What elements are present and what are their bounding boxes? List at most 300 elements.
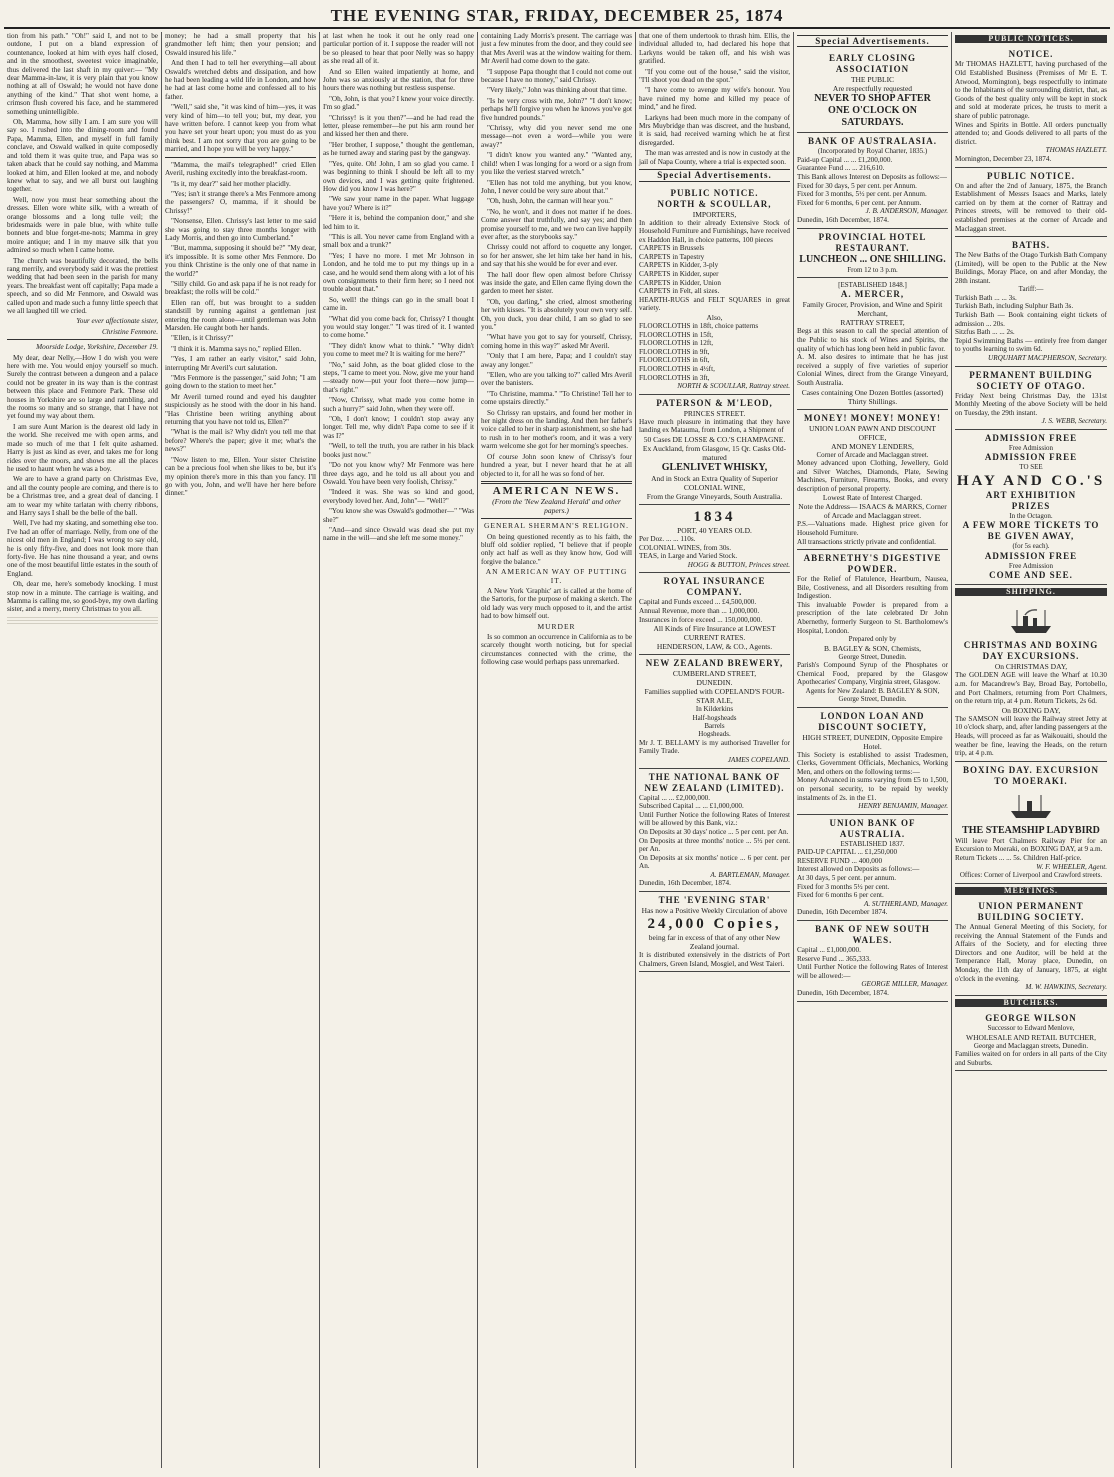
paragraph: "To Christine, mamma." "To Christine! Tell her to come upstairs directly." <box>481 389 632 407</box>
ad-also: Also, <box>706 313 723 323</box>
paragraph: We are to have a grand party on Christmas Eve, and all the county people are coming, and there is to be a Christmas tree, and a great deal of dancing. I am to wear my white tarlatan with cherry ribbons, and Harry says I shall be the belle of the ball. <box>7 475 158 517</box>
paragraph: "What have you got to say for yourself, Chrissy, coming home in this way?" asked Mr Averil. <box>481 333 632 350</box>
ad-signature: J. S. WEBB, Secretary. <box>1041 417 1107 426</box>
divider <box>481 518 632 519</box>
signature-line: Your ever affectionate sister, <box>76 317 158 326</box>
ad-agent: HENDERSON, LAW, & CO., Agents. <box>656 642 773 652</box>
paragraph: "Do not you know why? Mr Fenmore was here three days ago, and he told us all about you and Oswald. You have been very foolish, Chrissy." <box>323 461 474 486</box>
ad-line: Reserve Fund ... 365,333. <box>797 954 871 963</box>
ad-item: FLOORCLOTHS in 18ft, choice patterns <box>639 322 759 331</box>
section-source: (From the 'New Zealand Herald' and other papers.) <box>492 497 621 515</box>
section-header: Special Advertisements. <box>639 169 790 181</box>
paragraph: "Silly child. Go and ask papa if he is not ready for breakfast; the rolls will be cold." <box>165 279 316 297</box>
ad-line: Capital ... £1,000,000. <box>797 945 861 954</box>
ad-line: TO SEE <box>1019 463 1043 472</box>
paragraph: tion from his path." "Oh!" said I, and not to be outdone, I put on a bland expression of countenance, looked at him with eyes half closed, and in the smoothest, sweetest voice imaginable, thus delivered the last shaft in my quiver:— "My dear Mamma-in-law, it is very plain that you know nothing at all of Oswald; he would not have done anything of the kind." That shot went home, a crimson flush covered his face, and he stammered something unintelligible. <box>7 32 158 116</box>
ad-text: Lowest Rate of Interest Charged. <box>822 493 923 503</box>
ad-title: ROYAL INSURANCE COMPANY. <box>663 576 766 598</box>
ad-text: This Society is established to assist Tradesmen, Clerks, Government Officials, Mechanics, Working Men, and others on the following terms:— <box>797 750 948 776</box>
ad-line: Turkish Bath ... ... 3s. <box>955 293 1017 302</box>
ad-est: [ESTABLISHED 1848.] <box>838 280 907 289</box>
ad-line: In the Octagon. <box>1009 511 1053 520</box>
ad-rate: Fixed for 3 months, 5½ per cent. per Annum. <box>797 190 927 199</box>
ad-rate: On Deposits at three months' notice ... 5½ per cent. per An. <box>639 836 790 854</box>
paragraph: "This is all. You never came from England with a small box and a trunk?" <box>323 232 474 250</box>
paragraph: "Very likely," John was thinking about that time. <box>487 86 627 95</box>
paragraph: Larkyns had been much more in the company of Mrs Muybridge than was discreet, and the husband, it is said, had received warning which he at first disregarded. <box>639 113 790 147</box>
paragraph: Mr Averil turned round and eyed his daughter suspiciously as he stood with the door in his hand. "Has Christine been writing anything about returning that you have not told us, Ellen?" <box>165 392 316 427</box>
ad-line: COME AND SEE. <box>989 570 1073 581</box>
paragraph: "Chrissy, why did you never send me one message—not even a word—while you were away?" <box>481 124 632 149</box>
ad-text: Will leave Port Chalmers Railway Pier for an Excursion to Moeraki, on BOXING DAY, at 9 a.m. <box>955 836 1107 854</box>
ad-sub: Successor to Edward Menlove, <box>987 1024 1075 1033</box>
paragraph: "Only that I am here, Papa; and I couldn't stay away any longer." <box>481 352 632 369</box>
paragraph: "No, he won't, and it does not matter if he does. Come answer that truthfully, and say yes; and then promise yourself to me, and we two can live happily ever after, as the storybooks say." <box>481 207 632 241</box>
ad-line: Free Admission <box>1008 561 1054 570</box>
paragraph: Oh, Mamma, how silly I am. I am sure you will say so. I rushed into the dining-room and found Papa, Mamma, Ellen, and myself in full family conclave, and Oswald walked in quite composedly and told them it was quite true, and Papa was so taken aback that he could say nothing, and Mamma looked at him, and Ellen looked at me, and nobody knew what to say, and we all burst out laughing together. <box>7 118 158 194</box>
ad-item: FLOORCLOTHS in 12ft, <box>639 339 714 348</box>
ad-title: NOTICE. <box>1008 49 1054 60</box>
paragraph: Oh, dear me, here's somebody knocking. I must stop now in a minute. The carriage is waiting, and Mamma is calling me, so good-bye, my own darling sister, and a merry, merry Christmas to you all. <box>7 580 158 614</box>
ad-text: Money advanced upon Clothing, Jewellery, Gold and Silver Watches, Diamonds, Plate, Sewing Machines, Furniture, Firearms, Books, and every description of personal property. <box>797 458 948 493</box>
ad-title: MONEY! MONEY! MONEY! <box>804 412 941 423</box>
ad-tariff: Tariff:— <box>1018 285 1044 294</box>
ad-rate: Fixed for 30 days, 5 per cent. per Annum. <box>797 181 917 190</box>
paragraph: "Well, to tell the truth, you are rather in his black books just now." <box>323 442 474 459</box>
masthead: THE EVENING STAR, FRIDAY, DECEMBER 25, 1874 <box>4 4 1110 29</box>
paragraph: "Here it is, behind the companion door," and she led him to it. <box>323 214 474 231</box>
ad-address: CUMBERLAND STREET, <box>672 669 757 679</box>
paragraph: I am sure Aunt Marion is the dearest old lady in the world. She received me with open arms, and made so much of me that I felt quite ashamed. Harry is just as kind as ever, and takes me for long rides over the moors, and shows me all the places he used to haunt when he was a boy. <box>7 422 158 473</box>
paragraph: "Is it, my dear?" said her mother placidly. <box>171 179 291 188</box>
ad-rate: On Deposits at 30 days' notice ... 5 per cent. per An. <box>639 827 789 836</box>
ad-emphasis: NEVER TO SHOP AFTER <box>814 93 931 105</box>
ad-item: FLOORCLOTHS in 6ft, <box>639 356 710 365</box>
paragraph: The man was arrested and is now in custody at the jail of Napa County, where a trial is expected soon. <box>639 149 790 166</box>
ad-address: George Street, Dunedin. <box>838 652 907 661</box>
ad-title: BANK OF AUSTRALASIA. <box>808 136 937 147</box>
ad-national-bank <box>639 769 790 893</box>
ad-signature: NORTH & SCOULLAR, Rattray street. <box>677 382 790 391</box>
divider <box>7 339 158 340</box>
paragraph: Ellen ran off, but was brought to a sudden standstill by running against a gentleman just entering the room alone—until gentleman was John Marsden. He caught both her hands. <box>165 298 316 332</box>
ad-london-loan <box>797 708 948 815</box>
ad-item: CARPETS in Tapestry <box>639 252 705 261</box>
ad-line: Guarantee Fund ... ... 216,610. <box>797 164 885 173</box>
paragraph: "Yes; isn't it strange there's a Mrs Fenmore among the passengers? O, mamma, if it should be Chrissy!" <box>165 189 316 215</box>
ad-george-wilson <box>955 1010 1107 1071</box>
ad-item: FLOORCLOTHS in 9ft, <box>639 347 710 356</box>
paragraph: containing Lady Morris's present. The carriage was just a few minutes from the door, and they could see that Mrs Averil was at the window waiting for them. Mr Averil had come down to the gate. <box>481 32 632 66</box>
ad-firm: NORTH & SCOULLAR, <box>657 198 772 209</box>
ad-sub: From 12 to 3 p.m. <box>847 265 898 274</box>
paragraph: So Chrissy ran upstairs, and found her mother in her night dress on the landing. And then her father's voice called to her in sharp astonishment, so she had to rush in to her mother's room, and it was a very warm welcome she got for her morning's speeches. <box>481 408 632 451</box>
ad-role: IMPORTERS, <box>692 209 737 219</box>
paragraph: "Ellen has not told me anything, but you know, John, I never could be very sure about that." <box>481 178 632 195</box>
paragraph: "They didn't know what to think." "Why didn't you come to meet me? It is waiting for me here?" <box>323 341 474 359</box>
column-3 <box>320 32 478 1468</box>
divider <box>165 157 316 158</box>
ad-address: PRINCES STREET. <box>683 408 746 418</box>
ad-text: Mr J. T. BELLAMY is my authorised Traveller for Family Trade. <box>639 738 790 756</box>
ad-text: Has now a Positive Weekly Circulation of above <box>641 906 788 916</box>
ad-date: Dunedin, 16th December, 1874. <box>797 988 889 997</box>
ad-signature: GEORGE MILLER, Manager. <box>861 980 948 989</box>
ad-prep: Prepared only by <box>848 635 897 644</box>
paragraph: "Yes, quite. Oh! John, I am so glad you came. I was beginning to think I should be left all to my own devices, and I was getting quite frightened. How did you know I was here?" <box>323 159 474 193</box>
ad-text: For the Relief of Flatulence, Heartburn, Nausea, Bile, Costiveness, and all Disorders resulting from Indigestion. <box>797 575 948 601</box>
ad-signature: M. W. HAWKINS, Secretary. <box>1025 983 1107 992</box>
paragraph: that one of them undertook to thrash him. Ellis, the individual alluded to, had declared his hope that Larkyns would be taken off, and his wish was gratified. <box>639 32 790 66</box>
ad-line: Turkish Bath — Book containing eight tickets of admission ... 20s. <box>955 311 1107 328</box>
paragraph: And so Ellen waited impatiently at home, and John was so anxiously at the station, that for three hours there was nothing but restless suspense. <box>323 67 474 93</box>
ad-sub: THE PUBLIC <box>850 75 895 85</box>
ad-port-wine <box>639 505 790 573</box>
ad-union-loan <box>797 410 948 551</box>
ad-title: GEORGE WILSON <box>985 1013 1077 1024</box>
paragraph: The church was beautifully decorated, the bells rang merrily, and everybody said it was the prettiest wedding that had been seen in the parish for many years. The breakfast went off capitally; Papa made a speech, and so did Mr Fenmore, and Oswald was called upon and made such a funny little speech that we all laughed till we cried. <box>7 256 158 315</box>
dateline: Moorside Lodge, Yorkshire, December 19. <box>36 343 158 352</box>
paragraph: Well, now you must hear something about the dresses. Ellen wore white silk, with a wreath of orange blossoms and a long tulle veil; the bridesmaids were in pale blue, with white tulle bonnets and blue forget-me-nots; Mamma in grey moire antique; and I in my mauve silk that you admired so much when I came home. <box>7 195 158 255</box>
section-header: BUTCHERS. <box>955 999 1107 1007</box>
ad-headline: HAY AND CO.'S <box>956 472 1106 489</box>
ad-provincial-hotel <box>797 229 948 278</box>
ad-title: EARLY CLOSING ASSOCIATION <box>828 53 917 75</box>
ad-early-closing <box>797 50 948 133</box>
ad-item: 50 Cases DE LOSSE & CO.'S CHAMPAGNE. <box>643 434 786 444</box>
ad-line: ART EXHIBITION <box>985 489 1077 500</box>
ad-address: RATTRAY STREET, <box>840 318 905 328</box>
ad-est: ESTABLISHED 1837. <box>840 839 905 848</box>
ad-item: CARPETS in Felt, all sizes. <box>639 287 720 296</box>
ad-evening-star <box>639 892 790 972</box>
ad-signature: W. F. WHEELER, Agent. <box>1036 862 1107 871</box>
ad-text: On and after the 2nd of January, 1875, the Branch Establishment of Messrs Isaacs and Marks, lately carried on by them at the corner of Rattray and Princes streets, will be removed to their old-established premises at the corner of Arcade and Maclaggan street. <box>955 181 1107 233</box>
paragraph: "Now listen to me, Ellen. Your sister Christine can be a precious fool when she likes to be, but it's my opinion there's more in this than you fancy. I'll go with you, John, and we'll have her here before dinner." <box>165 455 316 498</box>
paragraph: "I have come to avenge my wife's honour. You have ruined my home and killed my peace of mind," and he fired. <box>639 86 790 112</box>
ad-line: Paid-up Capital ... ... £1,200,000. <box>797 155 893 164</box>
ad-item: From the Grange Vineyards, South Australia. <box>646 491 783 501</box>
column-7 <box>952 32 1110 1468</box>
ad-christmas-excursions <box>955 599 1107 761</box>
ad-text: The GOLDEN AGE will leave the Wharf at 10.30 a.m. for Macandrew's Bay, Broad Bay, Portobello, and Port Chalmers, returning from Port Chalmers, on the return trip, at 4 p.m. Return Tickets, 2s 6d. <box>955 671 1107 706</box>
ad-paterson-mleod <box>639 395 790 505</box>
columns <box>4 32 1110 1468</box>
paragraph: "Now, Chrissy, what made you come home in such a hurry?" said John, when they were off. <box>323 396 474 413</box>
paragraph: "Ellen, is it Chrissy?" <box>171 334 234 343</box>
column-4 <box>478 32 636 1468</box>
ad-port: PORT, 40 YEARS OLD. <box>677 525 752 535</box>
ad-trade: Family Grocer, Provision, and Wine and Spirit Merchant, <box>802 300 943 319</box>
ad-text: Interest allowed on Deposits as follows:— <box>797 865 920 874</box>
paragraph: "Well," said she, "it was kind of him—yes, it was very kind of him—to tell you; but, my dear, you have written before. I cannot keep you from what you have set your heart upon; you must do as you think best. I am not sorry that you are going to be married, and I hope you will be very happy." <box>165 103 316 154</box>
ad-mercer <box>797 278 948 410</box>
ad-firm: PATERSON & M'LEOD, <box>656 397 773 408</box>
ad-text: Are respectfully requested <box>832 84 913 94</box>
ad-text: LUNCHEON ... ONE SHILLING. <box>799 253 946 265</box>
ad-signature: HENRY BENJAMIN, Manager. <box>858 802 948 811</box>
ad-moeraki-excursion <box>955 762 1107 884</box>
ad-line: PRIZES <box>1011 500 1051 511</box>
paragraph: "But, mamma, supposing it should be?" "My dear, it's impossible. It is some other Mrs Fenmore. Do you think Christine is the only one of that name in the world?" <box>165 244 316 278</box>
ad-line: ADMISSION FREE <box>984 452 1078 463</box>
paragraph: "I suppose Papa thought that I could not come out because I have no money," said Chrissy. <box>481 67 632 85</box>
ad-title: CHRISTMAS AND BOXING DAY EXCURSIONS. <box>963 640 1099 662</box>
paragraph: So, well! the things can go in the small boat I came in. <box>323 295 474 313</box>
ad-name: A. MERCER, <box>840 289 905 300</box>
ad-date: Dunedin, 16th December, 1874. <box>639 879 731 888</box>
ad-rate: At 30 days, 5 per cent. per annum. <box>797 874 897 882</box>
ad-rate: Fixed for 6 months 6 per cent. <box>797 891 884 900</box>
ad-signature: JAMES COPELAND. <box>727 755 790 764</box>
paragraph: "Chrissy! is it you then?"—and he had read the letter, please remember—he put his arm round her and kissed her then and there. <box>323 113 474 139</box>
ad-firm: B. BAGLEY & SON, Chemists, <box>823 643 922 653</box>
ad-text: Have much pleasure in intimating that they have landing ex Matauma, from London, a Shipment of <box>639 417 790 435</box>
divider <box>481 481 632 484</box>
ad-title: PROVINCIAL HOTEL RESTAURANT. <box>818 231 927 253</box>
notice-baths <box>955 237 1107 367</box>
ad-item: CARPETS in Brussels <box>639 244 705 253</box>
paragraph: at last when he took it out he only read one particular portion of it. I suppose the reader will not be so pleased to hear that poor Nelly was so happy as she read all of it. <box>323 32 474 66</box>
notice-hazlett <box>955 46 1107 167</box>
ad-item: CARPETS in Kidder, Union <box>639 278 721 287</box>
paragraph: "Mamma, the mail's telegraphed!" cried Ellen Averil, rushing excitedly into the breakfast-room. <box>165 160 316 178</box>
column-1 <box>4 32 162 1468</box>
paragraph: Chrissy could not afford to coquette any longer, so for her answer, she let him take her hand in his, and say that his she would be for ever and ever. <box>481 243 632 269</box>
paragraph: "Yes, I am rather an early visitor," said John, interrupting Mr Averil's curt salutation. <box>165 355 316 372</box>
notice-isaacs-marks <box>955 168 1107 238</box>
ad-union-bank <box>797 815 948 921</box>
ad-signature: THOMAS HAZLETT. <box>1045 146 1107 155</box>
ad-text: The SAMSON will leave the Railway street Jetty at 10 o'clock sharp, and, after landing passengers at the Heads, will proceed as far as Waikouaiti, should the weather be fine, leaving the Heads, on the return trip, at 4 p.m. <box>955 714 1107 758</box>
ad-title: BANK OF NEW SOUTH WALES. <box>815 923 930 945</box>
paragraph: "I didn't know you wanted any." "Wanted any, child! when I was longing for a word or a sign from you like the veriest starved wretch." <box>481 151 632 177</box>
ad-sub: UNION LOAN PAWN AND DISCOUNT OFFICE, <box>808 423 937 442</box>
section-header: MEETINGS. <box>955 887 1107 895</box>
ad-rate: Fixed for 6 months, 6 per cent. per Annum. <box>797 198 922 207</box>
paragraph: And then I had to tell her everything—all about Oswald's wretched debts and dissipation, and how he had been leading a wild life in London, and how he had at last come home and confessed all to his father. <box>165 59 316 101</box>
ad-line: PAID-UP CAPITAL ... £1,250,000 <box>797 848 898 857</box>
paragraph: "What did you come back for, Chrissy? I thought you would stay longer." "I was tired of it. I wanted to come home." <box>323 314 474 340</box>
ad-title: THE NATIONAL BANK OF NEW ZEALAND (LIMITED). <box>644 771 785 793</box>
ad-item: HEARTH-RUGS and FELT SQUARES in great variety. <box>639 295 790 313</box>
section-headline: AMERICAN NEWS. <box>492 484 621 497</box>
section-header: PUBLIC NOTICES. <box>955 35 1107 43</box>
ad-text: P.S.—Valuations made. Highest price given for Household Furniture. <box>797 520 948 537</box>
ad-year: 1834 <box>693 508 736 525</box>
ad-city: DUNEDIN. <box>696 678 733 688</box>
ad-item: CARPETS in Kidder, 3-ply <box>639 261 719 270</box>
ad-text: Return Tickets ... ... 5s. Children Half-price. <box>955 853 1082 862</box>
paragraph: Well, I've had my skating, and something else too. I've had an offer of marriage. Nelly, from one of the nicest old men in England; I was wrong to say old, he is only fifty-five, and does not look more than forty-five. He has nine thousand a year, and owns one of the most beautiful little estates in the south of England. <box>7 519 158 578</box>
ad-north-scoullar <box>639 185 790 395</box>
ad-title: UNION BANK OF AUSTRALIA. <box>829 817 916 839</box>
ad-text: Mr THOMAS HAZLETT, having purchased of the Old Established Business (Premises of Mr E. T. Atwood, Mornington), begs respectfully to intimate to the Inhabitants of the surrounding district, that, as Goods of the best quality only will be kept in stock and sold at moderate prices, he trusts to merit a share of public patronage. <box>955 60 1107 120</box>
ad-line: Sitzfus Bath ... ... 2s. <box>955 328 1015 337</box>
ad-item: CARPETS in Kidder, super <box>639 270 719 279</box>
ad-circulation: 24,000 Copies, <box>647 916 782 933</box>
column-2 <box>162 32 320 1468</box>
paragraph: Is so common an occurrence in California as to be scarcely thought worth noticing, but for special circumstances connected with the crime, the following case would perhaps pass unremarked. <box>481 633 632 667</box>
paragraph: "I think it is. Mamma says no," replied Ellen. <box>171 344 302 353</box>
ad-item: FLOORCLOTHS in 3ft, <box>639 373 710 382</box>
paragraph: "We saw your name in the paper. What luggage have you? Where is it?" <box>323 195 474 212</box>
paragraph: "Is he very cross with me, John?" "I don't know; perhaps he'll forgive you when he knows you've got five hundred pounds." <box>481 96 632 122</box>
ad-address: Note the Address— ISAACS & MARKS, Corner of Arcade and Maclaggan street. <box>798 502 947 521</box>
ad-text: Families supplied with COPELAND'S FOUR-STAR ALE, <box>644 687 785 706</box>
ad-title: NEW ZEALAND BREWERY, <box>645 658 784 669</box>
paragraph: "You know she was Oswald's godmother—" "Was she?" <box>323 507 474 524</box>
ad-abernethy <box>797 550 948 708</box>
paragraph: "Oh, I don't know; I couldn't stop away any longer. Tell me, why didn't Papa come to see if it was I?" <box>323 415 474 440</box>
ad-text: Parish's Compound Syrup of the Phosphates or Chemical Food, prepared by the Glasgow Apothecaries' Company, Virginia street, Glasgow. <box>797 661 948 687</box>
ad-emphasis: ONE O'CLOCK ON SATURDAYS. <box>828 105 917 129</box>
ad-text: All Kinds of Fire Insurance at LOWEST CURRENT RATES. <box>653 624 776 643</box>
article-subhead: AN AMERICAN WAY OF PUTTING IT. <box>485 567 628 585</box>
ad-line: Free Admission <box>1008 444 1054 452</box>
ad-title: LONDON LOAN AND DISCOUNT SOCIETY, <box>818 710 927 732</box>
paragraph: "If you come out of the house," said the visitor, "I'll shoot you dead on the spot." <box>639 67 790 85</box>
ad-bank-australasia <box>797 133 948 228</box>
notice-building-society <box>955 367 1107 430</box>
column-5 <box>636 32 794 1468</box>
newspaper-page <box>4 4 1110 1469</box>
ad-line: Annual Revenue, more than ... 1,000,000. <box>639 606 760 615</box>
paragraph: "Oh, you darling," she cried, almost smothering her with kisses. "It is absolutely your own very self. Oh, you duck, you dear child, I am so glad to see you." <box>481 297 632 331</box>
ad-sub: AND MONEY LENDERS, <box>831 441 914 451</box>
ad-signature: A. BARTLEMAN, Manager. <box>710 870 790 879</box>
ad-sub: (Incorporated by Royal Charter, 1835.) <box>817 147 928 156</box>
ad-item: FLOORCLOTHS in 15ft, <box>639 330 714 339</box>
ad-title: BATHS. <box>1011 240 1051 251</box>
ad-item: Barrels <box>704 721 725 730</box>
ad-address: Corner of Arcade and Maclaggan street. <box>816 450 929 459</box>
ad-text: Until Further Notice the following Rates of Interest will be allowed:— <box>797 963 948 980</box>
ad-text: This invaluable Powder is prepared from a prescription of the late celebrated Dr John Abernethy, formerly Surgeon to St. Bartholomew's Hospital, London. <box>797 600 948 635</box>
ad-item: GLENLIVET WHISKY, <box>661 461 768 473</box>
paragraph: "What is the mail is? Why didn't you tell me that before? Where's the paper; give it me; what's the news?" <box>165 428 316 454</box>
ad-price: Per Doz. ... ... 110s. <box>639 534 696 543</box>
ad-text: The Annual General Meeting of this Society, for receiving the Annual Statement of the Funds and Affairs of the Society, and for electing three Directors and one Auditor, will be held at the Temperance Hall, Moray place, Dunedin, on Monday, the 11th day of January, 1875, at eight o'clock in the evening. <box>955 922 1107 983</box>
paragraph: "Mrs Fenmore is the passenger," said John; "I am going down to the station to meet her." <box>165 374 316 391</box>
ad-agents: Agents for New Zealand: B. BAGLEY & SON, George Street, Dunedin. <box>805 686 940 704</box>
paragraph: "No," said John, as the boat glided close to the steps, "I came to meet you. Now, give me your hand—steady now—put your foot there—now jump—that's right." <box>323 360 474 394</box>
ad-title: UNION PERMANENT BUILDING SOCIETY. <box>977 900 1085 922</box>
paragraph: On being questioned recently as to his faith, the bluff old soldier replied, "I believe that if people only act half as well as they know how, God will forgive the balance." <box>481 532 632 566</box>
ad-line: ADMISSION FREE <box>984 433 1078 443</box>
ad-text: Until Further Notice the following Rates of Interest will be allowed by this Bank, viz.: <box>639 810 790 828</box>
article-subhead: MURDER <box>537 621 576 631</box>
ad-text: Wines and Spirits in Bottle. All orders punctually attended to; and Goods delivered to all parts of the district. <box>955 120 1107 146</box>
ad-title: PUBLIC NOTICE. <box>670 187 759 198</box>
column-6 <box>794 32 952 1468</box>
ad-rate: Fixed for 3 months 5½ per cent. <box>797 882 890 891</box>
ad-nz-brewery <box>639 655 790 768</box>
paragraph: The hall door flew open almost before Chrissy was inside the gate, and Ellen came flying down the garden to meet her sister. <box>481 270 632 296</box>
ad-line: Subscribed Capital ... ... £1,000,000. <box>639 802 744 811</box>
ad-text: Begs at this season to call the special attention of the Public to his stock of Wines and Spirits, the quality of which has long been held in public favor. <box>797 327 948 353</box>
paragraph: A New York 'Graphic' art is called at the home of the Sartoris, for the purpose of making a sketch. The old lady was very much opposed to it, and the artist had to bow himself out. <box>481 586 632 621</box>
paragraph: "Her brother, I suppose," thought the gentleman, as he turned away and staring past by the gangway. <box>323 140 474 158</box>
ad-union-building-society <box>955 898 1107 996</box>
ad-item: COLONIAL WINES, from 30s. <box>639 543 732 552</box>
ad-title: BOXING DAY. EXCURSION TO MOERAKI. <box>962 764 1100 786</box>
paragraph: "And—and since Oswald was dead she put my name in the will—and she left me some money." <box>323 525 474 543</box>
ad-title: PERMANENT BUILDING SOCIETY OF OTAGO. <box>969 369 1093 391</box>
ad-trade: WHOLESALE AND RETAIL BUTCHER, <box>966 1032 1096 1042</box>
ad-headline: THE STEAMSHIP LADYBIRD <box>962 824 1100 836</box>
ad-text: The New Baths of the Otago Turkish Bath Company (Limited), will be open to the Public at the New Buildings, Moray Place, on and after Monday, the 28th instant. <box>955 251 1107 285</box>
ad-date: Dunedin, 16th December, 1874. <box>797 215 889 224</box>
paragraph: "Oh, John, is that you? I knew your voice directly. I'm so glad." <box>323 94 474 112</box>
paragraph: "Yes; I have no more. I met Mr Johnson in London, and he told me to put my things up in a case, and he would send them along with a lot of his own consignments to their firm here; so I need not trouble about that." <box>323 251 474 294</box>
article-subhead: GENERAL SHERMAN'S RELIGION. <box>484 521 629 531</box>
ad-signature: HOGG & BUTTON, Princes street. <box>687 560 790 569</box>
text-filler <box>7 616 158 624</box>
paragraph: My dear, dear Nelly,—How I do wish you were here with me. You would enjoy yourself so much. Surely the contrast between a dungeon and a palace could not be greater in its way than is the contrast between this place and Fenmore Park. These old houses in Yorkshire are so large and rambling, and the rooms so many and so strange, that I have not yet found my way about them. <box>7 353 158 421</box>
ad-rate: On Deposits at six months' notice ... 6 per cent. per An. <box>639 853 790 871</box>
ad-line: Insurances in force exceed ... 150,000,000. <box>639 615 763 624</box>
ad-text: Cases containing One Dozen Bottles (assorted) Thirty Shillings. <box>801 387 944 406</box>
paragraph: "Indeed it was. She was so kind and good, everybody loved her. And, John"— "Well?" <box>323 488 474 505</box>
ad-title: ABERNETHY'S DIGESTIVE POWDER. <box>803 553 942 575</box>
ad-bank-nsw <box>797 921 948 1002</box>
ad-item: And in Stock an Extra Quality of Superior COLONIAL WINE, <box>651 473 778 492</box>
paragraph: Of course John soon knew of Chrissy's four hundred a year, but I never heard that he at all objected to it, for all he was so fond of her. <box>481 452 632 478</box>
ad-text: This Bank allows Interest on Deposits as follows:— <box>797 173 947 181</box>
paragraph: "Oh, hush, John, the carman will hear you." <box>487 197 613 206</box>
ad-date: Mornington, December 23, 1874. <box>955 154 1052 163</box>
ad-signature: J. B. ANDERSON, Manager. <box>865 207 948 216</box>
ad-art-exhibition <box>955 430 1107 585</box>
ad-signature: A. SUTHERLAND, Manager. <box>863 899 948 908</box>
ad-line: Turkish Bath, including Sulphur Bath 3s. <box>955 302 1074 311</box>
ad-title: PUBLIC NOTICE. <box>986 170 1075 181</box>
ad-item: In Kilderkins <box>695 705 734 714</box>
steamship-icon <box>1009 606 1053 636</box>
ad-item: TEAS, in Large and Varied Stock. <box>639 552 738 561</box>
ad-address: HIGH STREET, DUNEDIN, Opposite Empire Hotel. <box>802 732 943 751</box>
ad-title: THE 'EVENING STAR' <box>658 895 771 906</box>
ad-line: ADMISSION FREE <box>984 550 1078 561</box>
ad-sub: On BOXING DAY, <box>1001 705 1061 715</box>
section-header: SHIPPING. <box>955 588 1107 596</box>
paragraph: "Nonsense, Ellen. Chrissy's last letter to me said she was going to stay three months longer with Lady Morris, and then go into Cumberland." <box>165 217 316 242</box>
ad-royal-insurance <box>639 573 790 655</box>
ad-signature: URQUHART MACPHERSON, Secretary. <box>988 354 1107 363</box>
section-header: Special Advertisements. <box>797 35 948 47</box>
ad-line: (for 5s each). <box>1012 542 1050 551</box>
paragraph: "Ellen, who are you talking to?" called Mrs Averil over the banisters. <box>481 371 632 388</box>
ad-line: RESERVE FUND ... 400,000 <box>797 856 883 865</box>
ad-line: Capital ... ... £2,000,000. <box>639 793 711 802</box>
ad-line: Tepid Swimming Baths — entirely free from danger to youths learning to swim 6d. <box>955 336 1107 354</box>
ad-text: Friday Next being Christmas Day, the 131st Monthly Meeting of the above Society will be held on Tuesday, the 29th instant. <box>955 391 1107 417</box>
paragraph: money; he had a small property that his grandmother left him; then your pension; and Oswald insured his life." <box>165 32 316 57</box>
ad-text: All transactions strictly private and confidential. <box>797 537 936 546</box>
ad-text: It is distributed extensively in the districts of Port Chalmers, Green Island, Mosgiel, and West Taieri. <box>639 951 790 968</box>
ad-text: In addition to their already Extensive Stock of Household Furniture and Furnishings, have received ex Haddon Hall, in choice patterns, 100 pieces <box>639 218 790 244</box>
ad-line: A FEW MORE TICKETS TO BE GIVEN AWAY, <box>962 520 1100 542</box>
ad-sub: On CHRISTMAS DAY, <box>994 662 1068 672</box>
ad-item: Ex Auckland, from Glasgow, 15 Qr. Casks Old-matured <box>642 443 787 462</box>
ad-item: Hogsheads. <box>698 730 731 739</box>
ad-text: Money Advanced in sums varying from £5 to 1,500, on personal security, to be repaid by weekly instalments of 2s. in the £1. <box>797 776 948 802</box>
ad-address: George and Maclaggan streets, Dunedin. <box>973 1041 1089 1050</box>
ad-text: A. M. also desires to intimate that he has just received a supply of five varieties of superior Colonial Wines, direct from the Grange Vineyard, South Australia. <box>797 353 948 387</box>
ad-item: Half-hogsheads <box>692 713 737 722</box>
ad-date: Dunedin, 16th December 1874. <box>797 908 888 917</box>
